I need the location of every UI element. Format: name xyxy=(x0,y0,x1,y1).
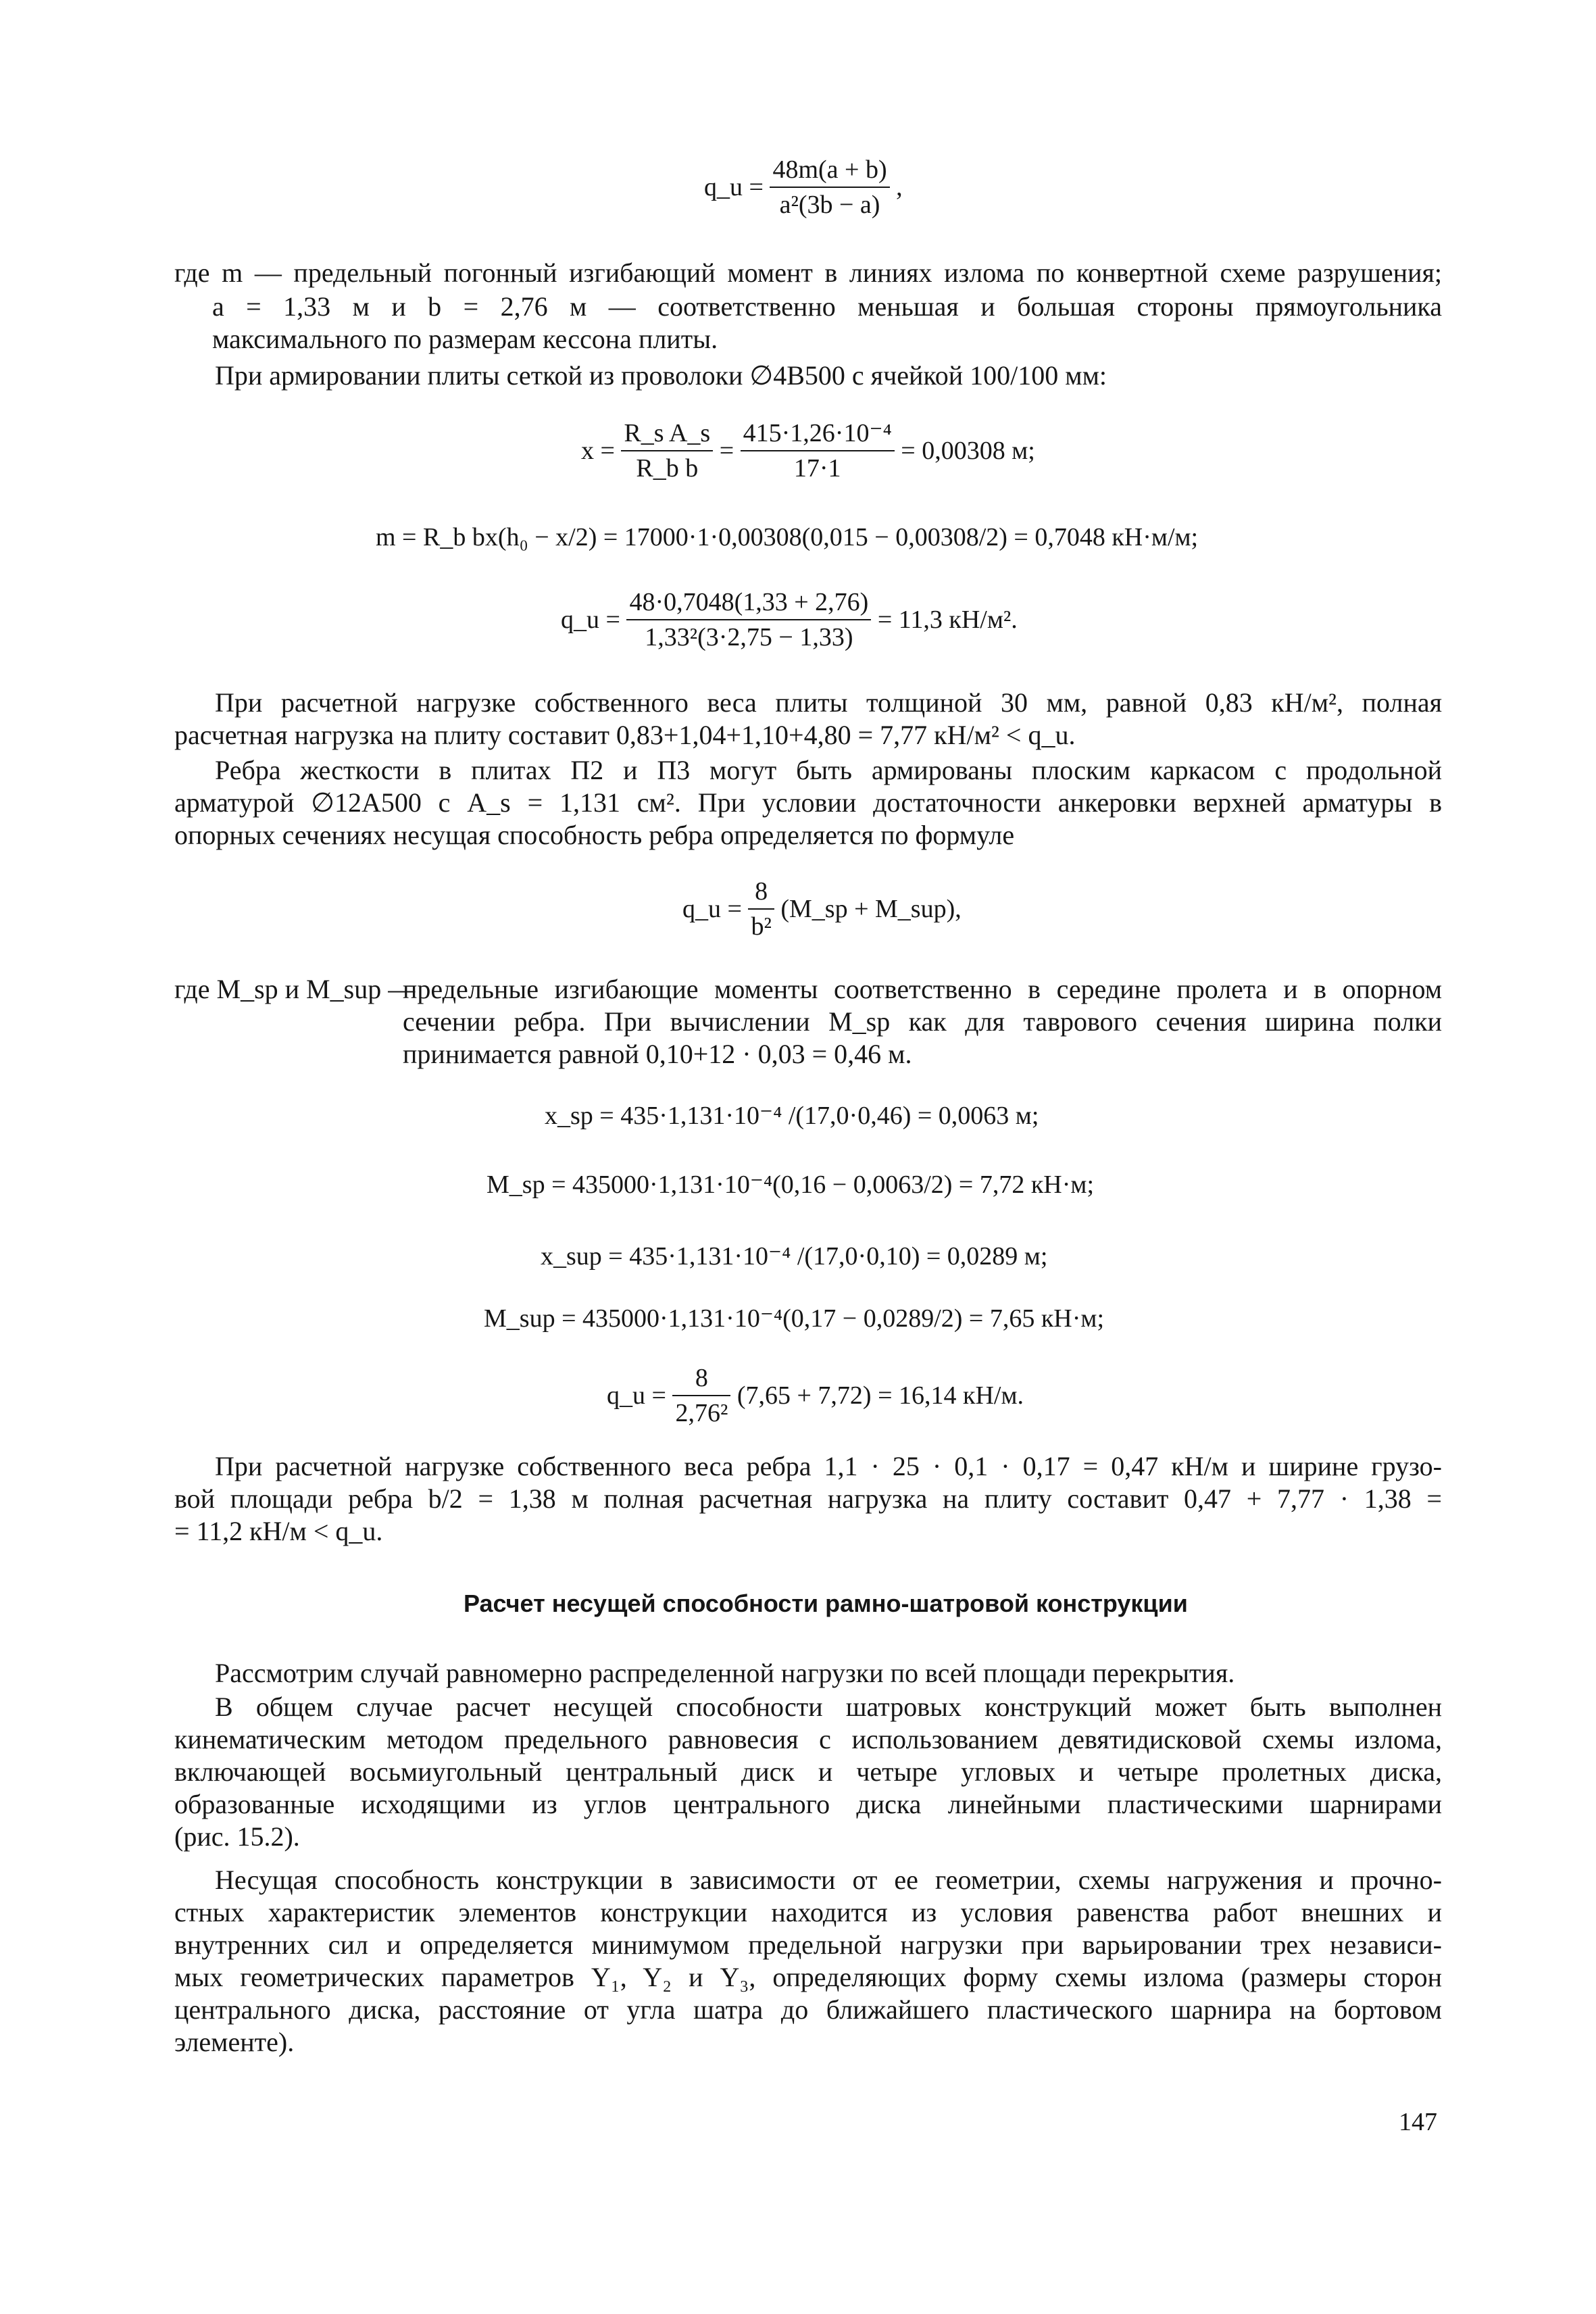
text-line: (рис. 15.2). xyxy=(174,1821,300,1852)
formula-lhs: q_u = xyxy=(704,173,764,201)
fraction-denominator: 17·1 xyxy=(793,454,841,483)
formula-lhs: q_u = xyxy=(561,606,620,634)
text-line: Несущая способность конструкции в зависимости от ее геометрии, схемы нагружения и прочно- xyxy=(215,1865,1442,1895)
paragraph-slab-load xyxy=(174,687,1442,752)
section-heading: Расчет несущей способности рамно-шатровой конструкции xyxy=(464,1590,1188,1617)
text-line: внутренних сил и определяется минимумом предельной нагрузки при варьировании трех независи- xyxy=(174,1929,1442,1960)
fraction-denominator: R_b b xyxy=(636,454,699,483)
formula-lhs: x = xyxy=(581,437,615,465)
text-line: арматурой ∅12А500 с A_s = 1,131 см². При условии достаточности анкеровки верхней арматуры в xyxy=(174,787,1442,818)
text-line: образованные исходящими из углов центрального диска линейными пластическими шарнирами xyxy=(174,1789,1442,1819)
text-line: опорных сечениях несущая способность ребра определяется по формуле xyxy=(174,820,1015,850)
text-line: элементе). xyxy=(174,2027,295,2057)
text-line: где m — предельный погонный изгибающий момент в линиях излома по конвертной схеме разрушения; xyxy=(174,257,1442,288)
paragraph-general xyxy=(174,1691,1442,1853)
text-line: a = 1,33 м и b = 2,76 м — соответственно меньшая и большая стороны прямоугольника xyxy=(212,291,1442,322)
fraction-denominator: b² xyxy=(751,912,772,941)
formula-result: = 11,3 кН/м². xyxy=(877,606,1018,634)
formula-lhs: q_u = xyxy=(607,1381,666,1410)
formula-fraction xyxy=(770,154,889,220)
fraction-denominator: 1,33²(3·2,75 − 1,33) xyxy=(645,623,853,651)
formula-equals: = xyxy=(719,437,734,465)
formula-m: m = R_b bx(h₀ − x/2) = 17000·1·0,00308(0,015 − 0,00308/2) = 0,7048 кН·м/м; xyxy=(376,523,1199,551)
formula-qu-ribs xyxy=(682,876,962,942)
paragraph-capacity xyxy=(174,1864,1442,2059)
formula-result: (7,65 + 7,72) = 16,14 кН/м. xyxy=(737,1381,1024,1410)
fraction-numerator: 48·0,7048(1,33 + 2,76) xyxy=(626,587,871,620)
text-line: кинематическим методом предельного равновесия с использованием девятидисковой схемы излома, xyxy=(174,1724,1442,1754)
paragraph-reinforcement: При армировании плиты сеткой из проволоки ∅4В500 с ячейкой 100/100 мм: xyxy=(215,360,1107,391)
formula-lhs: q_u = xyxy=(682,895,742,923)
fraction-numerator: 415·1,26·10⁻⁴ xyxy=(741,418,895,451)
paragraph-where-moments xyxy=(403,973,1442,1070)
fraction-numerator: 8 xyxy=(672,1362,730,1396)
text-line: включающей восьмиугольный центральный диск и четыре угловых и четыре пролетных диска, xyxy=(174,1756,1442,1787)
formula-fraction xyxy=(672,1362,730,1429)
text-line: Ребра жесткости в плитах П2 и П3 могут быть армированы плоским каркасом с продольной xyxy=(215,755,1442,785)
formula-qu-final xyxy=(607,1362,1024,1429)
text-line: максимального по размерам кессона плиты. xyxy=(212,324,718,354)
fraction-numerator: 8 xyxy=(748,876,774,910)
fraction-numerator: 48m(a + b) xyxy=(770,154,889,188)
formula-result: = 0,00308 м; xyxy=(901,437,1035,465)
formula-fraction-symbolic xyxy=(621,418,713,484)
text-line: вой площади ребра b/2 = 1,38 м полная расчетная нагрузка на плиту составит 0,47 + 7,77 · 1,38 = xyxy=(174,1483,1442,1514)
text-line: При расчетной нагрузке собственного веса плиты толщиной 30 мм, равной 0,83 кН/м², полная xyxy=(215,687,1442,718)
formula-qu-value xyxy=(561,587,1018,653)
formula-m-sup: M_sup = 435000·1,131·10⁻⁴(0,17 − 0,0289/2) = 7,65 кН·м; xyxy=(484,1304,1105,1333)
formula-fraction xyxy=(626,587,871,653)
paragraph-rib-load xyxy=(174,1450,1442,1548)
text-line: сечении ребра. При вычислении M_sp как для таврового сечения ширина полки xyxy=(403,1006,1442,1037)
formula-fraction xyxy=(748,876,774,942)
where-label: где M_sp и M_sup — xyxy=(174,974,416,1004)
formula-result: (M_sp + M_sup), xyxy=(780,895,962,923)
text-line: расчетная нагрузка на плиту составит 0,83+1,04+1,10+4,80 = 7,77 кН/м² < q_u. xyxy=(174,720,1076,750)
paragraph-ribs xyxy=(174,754,1442,852)
text-line: принимается равной 0,10+12 · 0,03 = 0,46 м. xyxy=(403,1039,912,1069)
formula-m-sp: M_sp = 435000·1,131·10⁻⁴(0,16 − 0,0063/2) = 7,72 кН·м; xyxy=(487,1171,1095,1199)
text-line: предельные изгибающие моменты соответственно в середине пролета и в опорном xyxy=(403,974,1442,1004)
text-line: При расчетной нагрузке собственного веса ребра 1,1 · 25 · 0,1 · 0,17 = 0,47 кН/м и ширине грузо- xyxy=(215,1451,1442,1481)
fraction-numerator: R_s A_s xyxy=(621,418,713,451)
formula-x xyxy=(581,418,1035,484)
paragraph-consider: Рассмотрим случай равномерно распределенной нагрузки по всей площади перекрытия. xyxy=(215,1658,1235,1688)
formula-tail: , xyxy=(896,173,903,201)
formula-qu-envelope xyxy=(704,154,903,220)
text-line: стных характеристик элементов конструкции находится из условия равенства работ внешних и xyxy=(174,1897,1442,1927)
fraction-denominator: a²(3b − a) xyxy=(779,191,880,219)
formula-x-sp: x_sp = 435·1,131·10⁻⁴ /(17,0·0,46) = 0,0063 м; xyxy=(545,1102,1039,1130)
fraction-denominator: 2,76² xyxy=(675,1399,728,1427)
paragraph-where-m-cont xyxy=(212,291,1442,355)
formula-fraction-numeric xyxy=(741,418,895,484)
text-line: В общем случае расчет несущей способности шатровых конструкций может быть выполнен xyxy=(215,1692,1442,1722)
text-line: = 11,2 кН/м < q_u. xyxy=(174,1516,383,1546)
text-line: центрального диска, расстояние от угла шатра до ближайшего пластического шарнира на бортовом xyxy=(174,1994,1442,2025)
page-number: 147 xyxy=(1399,2108,1437,2136)
formula-x-sup: x_sup = 435·1,131·10⁻⁴ /(17,0·0,10) = 0,0289 м; xyxy=(541,1242,1048,1271)
text-line: мых геометрических параметров Y₁, Y₂ и Y₃, определяющих форму схемы излома (размеры сторон xyxy=(174,1962,1442,1992)
paragraph-where-m xyxy=(174,257,1442,289)
